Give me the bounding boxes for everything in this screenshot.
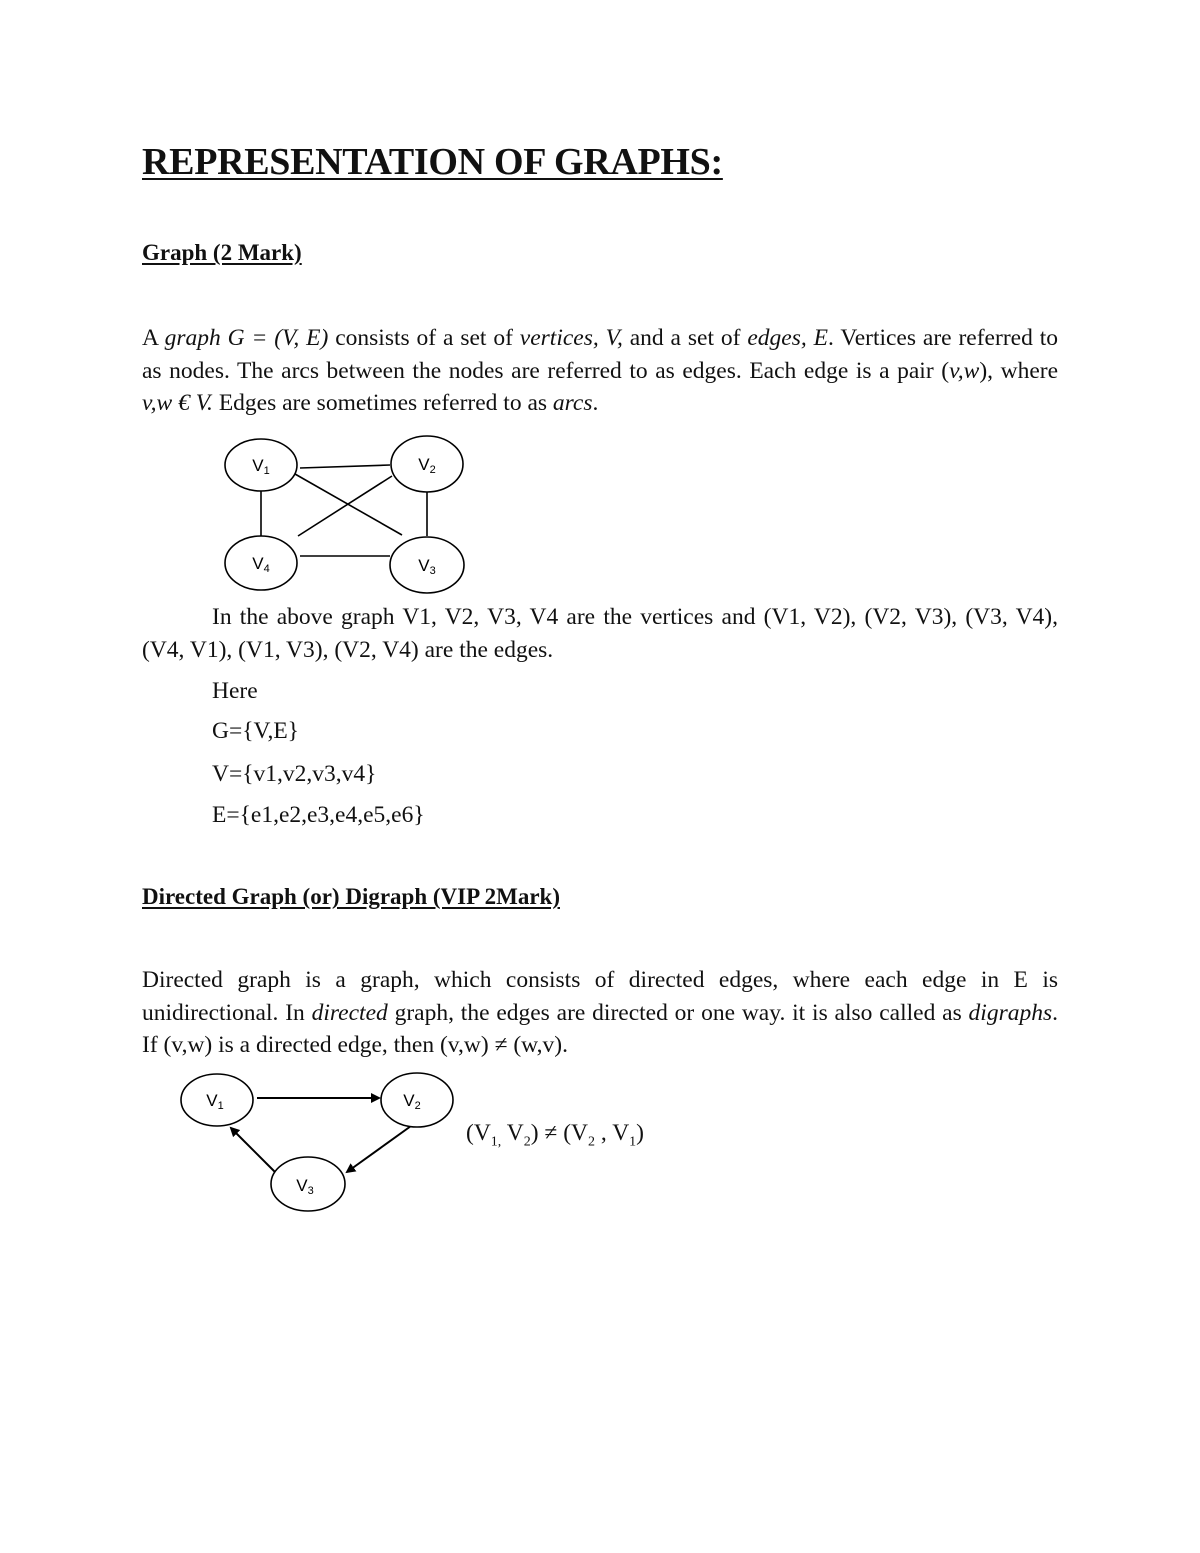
here-label: Here <box>212 678 258 704</box>
vertices-edges-explanation: In the above graph V1, V2, V3, V4 are the vertices and (V1, V2), (V2, V3), (V3, V4), (V4, V1), (V1, V3), (V2, V4) are the edges. <box>142 604 1058 663</box>
node-v3 <box>390 537 464 593</box>
text-run: . <box>592 390 599 416</box>
text-run: Edges are sometimes referred to as <box>212 390 553 416</box>
text-run: directed <box>311 999 388 1026</box>
svg-text:V3: V3 <box>418 556 436 577</box>
edge-set-definition: E={e1,e2,e3,e4,e5,e6} <box>212 802 425 828</box>
digraph-node-v1 <box>181 1074 253 1126</box>
arc-v2-to-v3 <box>347 1126 411 1172</box>
text-run: arcs <box>552 390 593 416</box>
text-run: digraphs <box>968 999 1053 1026</box>
text-run: edges, E <box>747 325 828 351</box>
digraph-node-v2 <box>381 1073 453 1127</box>
node-v1 <box>225 439 297 491</box>
edge-v1-v2 <box>300 465 390 468</box>
text-run: Directed graph is a graph, which consists of directed edges, where each edge in E is unidirectional. In <box>142 967 1058 1026</box>
arc-v3-to-v1 <box>231 1128 275 1172</box>
section-heading-digraph: Directed Graph (or) Digraph (VIP 2Mark) <box>142 884 560 909</box>
svg-text:V2: V2 <box>403 1091 421 1112</box>
text-run: consists of a set of <box>328 325 520 351</box>
text-run: . If (v,w) is a directed edge, then (v,w) ≠ (w,v). <box>142 999 1058 1058</box>
directed-graph-diagram <box>175 1068 465 1218</box>
text-run: v,w € V. <box>142 390 213 416</box>
text-run: graph G = (V, E) <box>164 325 329 351</box>
text-run: graph, the edges are directed or one way. it is also called as <box>387 999 969 1026</box>
edge-v2-v4 <box>298 476 392 536</box>
vertex-set-definition: V={v1,v2,v3,v4} <box>212 761 377 787</box>
svg-text:V4: V4 <box>252 554 270 575</box>
svg-text:V1: V1 <box>206 1091 224 1112</box>
page-title: REPRESENTATION OF GRAPHS: <box>142 141 723 183</box>
text-run: ), where <box>979 357 1059 384</box>
text-run: vertices, V, <box>519 325 623 351</box>
node-v4 <box>225 536 297 590</box>
digraph-node-v3 <box>271 1157 345 1211</box>
text-run: and a set of <box>622 325 748 351</box>
graph-set-definition: G={V,E} <box>212 718 299 744</box>
undirected-graph-diagram <box>210 428 480 598</box>
text-run: A <box>142 325 165 351</box>
graph-definition-paragraph <box>142 322 1058 420</box>
text-run: v,w <box>949 357 980 384</box>
edge-inequality: ($V_{1,}$ $V_2) \ne (V_2$ , $V_1$) <box>466 1120 644 1150</box>
node-v2 <box>391 436 463 492</box>
digraph-definition-paragraph <box>142 964 1058 1062</box>
section-heading-graph: Graph (2 Mark) <box>142 240 302 265</box>
text-run: . Vertices are referred to as nodes. The arcs between the nodes are referred to as edges. Each edge is a pair ( <box>142 325 1058 384</box>
svg-text:V1: V1 <box>252 456 270 477</box>
svg-text:V2: V2 <box>418 455 436 476</box>
svg-text:V3: V3 <box>296 1176 314 1197</box>
